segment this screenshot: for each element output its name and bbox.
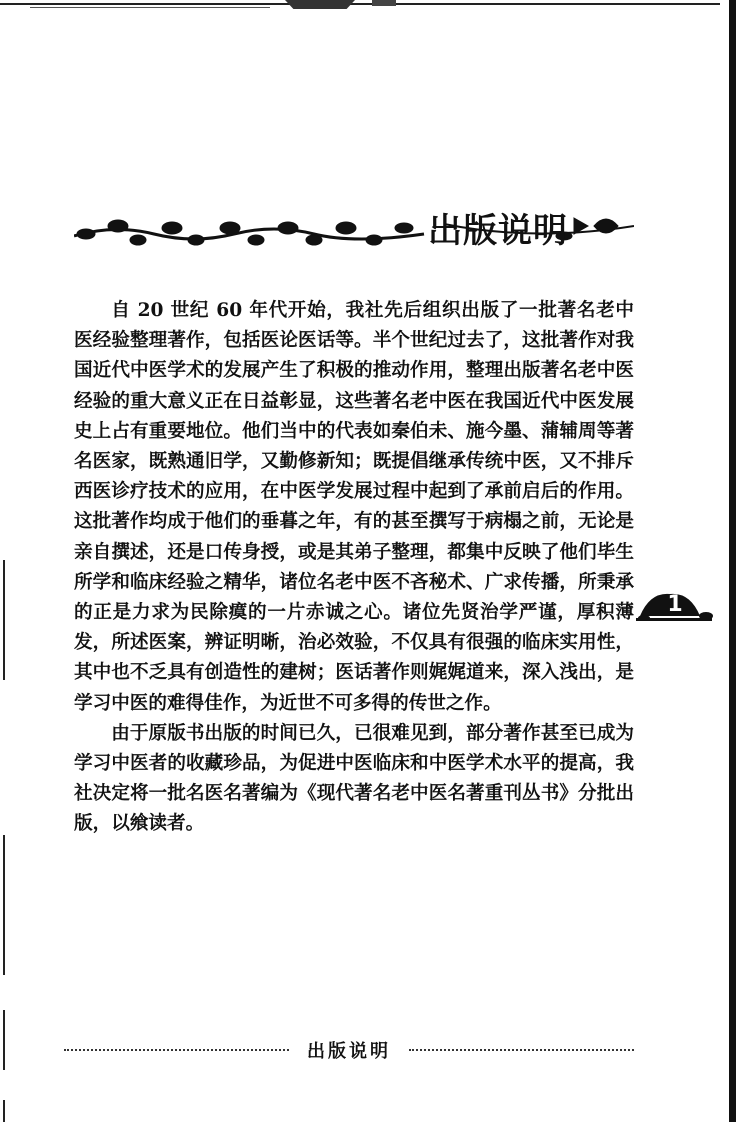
top-rule	[0, 3, 720, 5]
left-margin-mark	[3, 835, 5, 975]
left-margin-mark	[3, 1100, 5, 1122]
body-text	[74, 296, 634, 840]
page-number-tab	[636, 586, 714, 626]
section-header	[74, 204, 634, 258]
section-title: 出版说明	[428, 211, 568, 251]
footer	[64, 1037, 634, 1063]
footer-title: 出版说明	[294, 1037, 404, 1063]
page-edge-shadow	[729, 0, 736, 1122]
footer-dotted-leader-right	[409, 1049, 634, 1051]
footer-dotted-leader-left	[64, 1049, 289, 1051]
top-running-head-mark	[285, 0, 355, 9]
top-rule-secondary	[30, 7, 270, 8]
left-margin-mark	[3, 560, 5, 680]
top-running-head-mark-small	[372, 0, 396, 6]
paragraph: 由于原版书出版的时间已久，已很难见到，部分著作甚至已成为学习中医者的收藏珍品，为促进中医临床和中医学术水平的提高，我社决定将一批名医名著编为《现代著名老中医名著重刊丛书》分批出版，以飨读者。	[74, 722, 634, 835]
page-number: 1	[667, 592, 683, 617]
left-margin-mark	[3, 1010, 5, 1070]
paragraph: 自 20 世纪 60 年代开始，我社先后组织出版了一批著名老中医经验整理著作，包括医论医话等。半个世纪过去了，这批著作对我国近代中医学术的发展产生了积极的推动作用，整理出版著名老中医经验的重大意义正在日益彰显，这些著名老中医在我国近代中医发展史上占有重要地位。他们当中的代表如秦伯未、施今墨、蒲辅周等著名医家，既熟通旧学，又勤修新知；既提倡继承传统中医，又不排斥西医诊疗技术的应用，在中医学发展过程中起到了承前启后的作用。这批著作均成于他们的垂暮之年，有的甚至撰写于病榻之前，无论是亲自撰述，还是口传身授，或是其弟子整理，都集中反映了他们毕生所学和临床经验之精华，诸位名老中医不吝秘术、广求传播，所秉承的正是力求为民除瘼的一片赤诚之心。诸位先贤治学严谨，厚积薄发，所述医案，辨证明晰，治必效验，不仅具有很强的临床实用性，其中也不乏具有创造性的建树；医话著作则娓娓道来，深入浅出，是学习中医的难得佳作，为近世不可多得的传世之作。	[74, 300, 634, 714]
